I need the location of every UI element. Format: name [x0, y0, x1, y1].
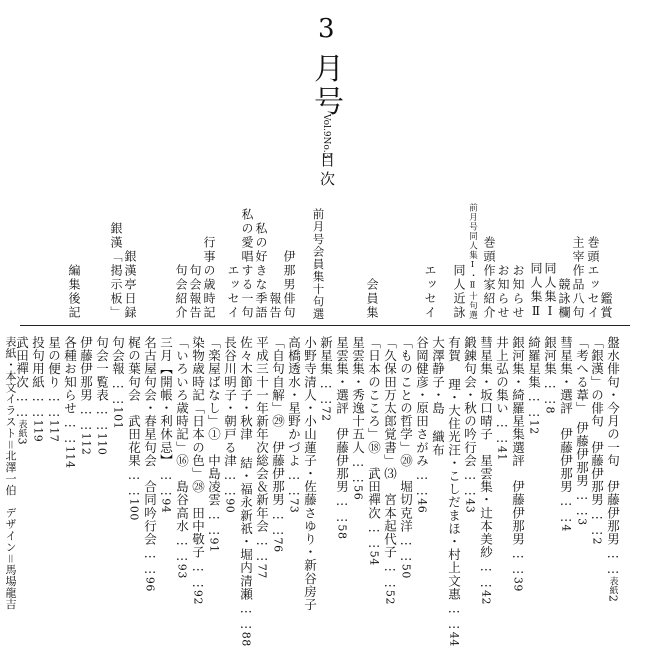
toc-entry[interactable]: [319, 336, 332, 422]
page-number: 58: [335, 524, 349, 540]
page-number: 3: [575, 518, 589, 526]
month-number: 3: [318, 14, 335, 44]
entry-title: 「銀漢」の俳句: [589, 336, 605, 428]
toc-entry[interactable]: [479, 336, 492, 605]
leader-dots: ……: [398, 532, 414, 564]
page-number: 73: [287, 498, 301, 514]
spacer: [575, 408, 590, 421]
entry-author: 島谷高水: [174, 480, 190, 533]
leader-dots: ……: [110, 375, 126, 407]
category-label: 競詠欄: [557, 278, 571, 320]
leader-dots: ……: [94, 401, 110, 433]
toc-entry[interactable]: [431, 336, 444, 456]
leader-dots: ……: [30, 388, 46, 420]
entry-title: 「ものことの哲学」⑳: [398, 336, 414, 467]
toc-entry[interactable]: [335, 336, 348, 540]
toc-entry[interactable]: [511, 336, 524, 592]
entry-title: 彗星集・選評: [558, 336, 574, 415]
category-label: 主宰作品八句: [571, 236, 585, 320]
leader-dots: ……: [158, 467, 174, 499]
entry-title: 綺羅星集: [526, 336, 542, 389]
contents-label: 目次: [318, 152, 336, 190]
entry-title: 「久保田万太郎覚書」⑶: [382, 336, 398, 481]
page-number: 77: [255, 563, 269, 579]
page-number: 112: [79, 432, 93, 456]
entry-title: 句会一覧表: [94, 336, 110, 402]
category-label: お知らせ: [496, 264, 510, 320]
page-number: 93: [175, 563, 189, 579]
leader-dots: ……: [222, 467, 238, 499]
spacer: [399, 467, 414, 480]
category-label: 鑑賞: [599, 292, 613, 320]
toc-entry[interactable]: [223, 336, 236, 513]
page-number: 76: [271, 537, 285, 553]
entry-author: 星雲集・辻本美紗: [478, 453, 494, 559]
entry-title: 投句用紙: [30, 336, 46, 389]
page-prefix: 表紙: [607, 576, 618, 595]
leader-dots: ……: [605, 545, 621, 577]
category-label: 私の好きな季語: [254, 222, 268, 320]
credits-line: 表紙・本文イラスト＝北澤一伯 デザイン＝馬場龍吉: [4, 336, 17, 610]
entry-author: 伊藤伊那男: [334, 427, 350, 494]
spacer: [127, 402, 142, 415]
toc-entry[interactable]: [463, 336, 476, 513]
category-label: 同人集Ⅱ: [529, 262, 543, 320]
toc-entry[interactable]: [367, 336, 380, 566]
page-number: 54: [367, 550, 381, 566]
category-label: 句会紹介: [174, 264, 188, 320]
divider-line: [20, 325, 630, 326]
entry-title: 梶の葉句会: [126, 336, 142, 402]
toc-entry[interactable]: [63, 336, 76, 469]
spacer: [191, 493, 206, 506]
toc-entry[interactable]: [495, 336, 508, 461]
leader-dots: ……: [478, 558, 494, 590]
page-number: 41: [495, 445, 509, 462]
leader-dots: ……: [286, 467, 302, 499]
spacer: [511, 467, 526, 480]
toc-entry[interactable]: [351, 336, 364, 500]
entry-author: 田中敬子: [190, 506, 206, 559]
page-prefix: 表紙: [16, 419, 27, 438]
toc-entry[interactable]: [159, 336, 172, 513]
toc-entry[interactable]: [175, 336, 188, 579]
category-label: 報告: [268, 292, 282, 320]
toc-entry[interactable]: [271, 336, 284, 553]
leader-dots: ……: [318, 375, 334, 407]
leader-dots: ……: [174, 532, 190, 564]
entry-title: 星雲集・秀逸十五人: [350, 336, 366, 454]
spacer: [335, 415, 350, 428]
category-label: 前月号同人集Ⅰ・Ⅱ十句選: [467, 203, 478, 320]
toc-entry[interactable]: [527, 336, 540, 435]
category-label: 句会報告: [188, 264, 202, 320]
page-number: 44: [447, 631, 461, 647]
spacer: [367, 454, 382, 467]
entry-title: 星雲集・選評: [334, 336, 350, 415]
month-char: 月: [314, 52, 344, 87]
entry-title: 盤水俳句・今月の一句: [605, 336, 621, 467]
entry-title: 句会報: [110, 336, 126, 376]
toc-entry[interactable]: [255, 336, 268, 579]
page-number: 119: [31, 419, 45, 443]
entry-title: 銀河集・綺羅星集選評: [510, 336, 526, 467]
entry-title: 長谷川明子・朝戸る津: [222, 336, 238, 467]
entry-title: 新星集: [318, 336, 334, 376]
entry-title: 星の便り: [46, 336, 62, 389]
entry-title: 「考へる葦」: [574, 336, 590, 409]
toc-entry[interactable]: [79, 336, 92, 456]
toc-entry[interactable]: [447, 336, 460, 647]
toc-entry[interactable]: [191, 336, 204, 605]
entry-title: 佐々木節子・秋津 結・福永新祇・堀内清瀬: [238, 336, 254, 601]
entry-title: 井上弘の集い: [494, 336, 510, 415]
page-number: 46: [415, 498, 429, 514]
page-number: 12: [527, 419, 541, 435]
leader-dots: ……: [350, 453, 366, 486]
leader-dots: ……: [494, 414, 510, 446]
category-label: 同人集Ⅰ: [543, 262, 557, 320]
page-number: 2: [606, 594, 620, 603]
page-number: 52: [383, 589, 397, 606]
page-number: 56: [351, 485, 365, 501]
spacer: [559, 415, 574, 428]
toc-entry[interactable]: [239, 336, 252, 647]
page-number: 100: [127, 498, 141, 522]
entry-title: 染物歳時記「日本の色」㉘: [190, 336, 206, 494]
spacer: [175, 467, 190, 480]
spacer: [606, 467, 621, 480]
category-label: 伊那男俳句: [282, 250, 296, 320]
volume-label: Vol.9No.3: [321, 114, 331, 159]
leader-dots: ……: [270, 506, 286, 538]
leader-dots: ……: [334, 493, 350, 525]
category-label: 巻頭作家紹介: [482, 236, 496, 320]
leader-dots: ……: [254, 532, 270, 564]
entry-author: 武田禪次: [366, 467, 382, 520]
toc-entry[interactable]: [575, 336, 588, 526]
entry-author: 宮本起代子: [382, 493, 398, 559]
page-number: 4: [559, 524, 573, 533]
page-number: 50: [399, 563, 413, 579]
page-number: 42: [479, 589, 493, 606]
page-number: 43: [463, 498, 477, 514]
leader-dots: ……: [574, 486, 590, 519]
category-label: 巻頭エッセイ: [586, 236, 600, 320]
category-label: 同人近詠: [452, 264, 466, 320]
entry-title: 武田禪次: [14, 336, 30, 389]
leader-dots: ……: [382, 558, 398, 590]
category-label: 私の愛唱する一句: [240, 208, 254, 320]
entry-title: 有賀 理・大住光汪・こしだまほ・村上文惠: [446, 336, 462, 601]
leader-dots: ……: [589, 506, 605, 538]
entry-author: 伊藤伊那男: [589, 440, 605, 507]
toc-entry[interactable]: [95, 336, 108, 456]
category-label: 会員集: [365, 278, 379, 320]
entry-title: 大澤静子・島 織布: [430, 336, 446, 457]
leader-dots: ……: [366, 519, 382, 551]
page-number: 2: [590, 537, 604, 546]
page-number: 3: [15, 437, 29, 446]
leader-dots: ……: [78, 401, 94, 433]
category-label: お知らせ: [511, 264, 525, 320]
spacer: [383, 480, 398, 493]
toc-entry[interactable]: [207, 336, 220, 553]
page-number: 92: [191, 589, 205, 606]
leader-dots: ……: [142, 545, 158, 577]
page-number: 94: [159, 498, 173, 514]
category-label: エッセイ: [423, 264, 437, 320]
page-number: 91: [207, 537, 221, 553]
leader-dots: ……: [510, 545, 526, 577]
spacer: [207, 441, 222, 454]
leader-dots: ……: [62, 414, 78, 446]
toc-entry[interactable]: [559, 336, 572, 532]
spacer: [143, 467, 158, 480]
issue-title-block: [296, 14, 356, 194]
entry-title: 三月【開帳・利休忌】: [158, 336, 174, 467]
entry-author: 伊藤伊那男: [270, 440, 286, 507]
page-number: 110: [95, 432, 109, 456]
leader-dots: ……: [542, 375, 558, 407]
category-label: 銀漢「掲示板」: [109, 222, 123, 320]
leader-dots: ……: [558, 493, 574, 525]
page-number: 101: [111, 406, 125, 430]
entry-title: 名古屋句会・春星句会: [142, 336, 158, 467]
leader-dots: ……: [414, 467, 430, 499]
spacer: [479, 441, 494, 454]
entry-title: 伊藤伊那男: [78, 336, 94, 402]
entry-author: 堀切克洋: [398, 480, 414, 533]
page-number: 88: [239, 631, 253, 647]
entry-title: 「日本のこころ」⑱: [366, 336, 382, 454]
leader-dots: ……: [46, 388, 62, 420]
toc-entry[interactable]: [143, 336, 156, 592]
leader-dots: ……: [446, 600, 462, 632]
page-number: 96: [143, 576, 157, 593]
leader-dots: ……: [238, 600, 254, 632]
toc-entry[interactable]: [383, 336, 396, 605]
entry-title: 高橋透水・星野かづよ: [286, 336, 302, 467]
leader-dots: ……: [462, 467, 478, 499]
entry-title: 谷岡健彦・原田さがみ: [414, 336, 430, 467]
category-label: 銀漢亭日録: [123, 250, 137, 320]
page-number: 72: [319, 406, 333, 422]
leader-dots: ……: [190, 558, 206, 590]
toc-entry[interactable]: [415, 336, 428, 513]
entry-author: 中島凌雲: [206, 453, 222, 507]
entry-title: 銀河集: [542, 336, 558, 376]
toc-entry[interactable]: [127, 336, 140, 521]
toc-entry[interactable]: [606, 336, 619, 602]
entry-title: 平成三十一年新年次総会＆新年会: [254, 336, 270, 533]
category-label: エッセイ: [226, 264, 240, 320]
entry-title: 「いろいろ歳時記」⑯: [174, 336, 190, 467]
leader-dots: ……: [14, 388, 30, 420]
toc-entry[interactable]: [399, 336, 412, 579]
spacer: [590, 428, 605, 441]
leader-dots: ……: [206, 506, 222, 538]
entry-title: 「自句自解」㉙: [270, 336, 286, 428]
page-number: 114: [63, 445, 77, 469]
entry-author: 合同吟行会: [142, 480, 158, 546]
entry-title: 鍛錬句会・秋の吟行会: [462, 336, 478, 467]
spacer: [271, 428, 286, 441]
entry-author: 伊藤伊那男: [605, 480, 621, 546]
toc-entry[interactable]: [31, 336, 44, 442]
entry-title: 小野寺清人・小山蓮子・佐藤さゆり・新谷房子: [302, 336, 318, 612]
page-number: 39: [511, 576, 525, 593]
toc-entry[interactable]: [590, 336, 603, 545]
page-number: 90: [223, 498, 237, 514]
entry-title: 「楽屋ばなし」①: [206, 336, 222, 441]
entry-author: 伊藤伊那男: [510, 480, 526, 546]
entry-author: 伊藤伊那男: [574, 421, 590, 487]
toc-entry[interactable]: [303, 336, 316, 611]
toc-entry[interactable]: [47, 336, 60, 442]
category-label: 行事の歳時記: [202, 236, 216, 320]
category-label: 編集後記: [67, 264, 81, 320]
toc-entry[interactable]: [543, 336, 556, 414]
entry-author: 伊藤伊那男: [558, 427, 574, 494]
entry-title: 各種お知らせ: [62, 336, 78, 415]
toc-entry[interactable]: [111, 336, 124, 429]
leader-dots: ……: [526, 388, 542, 420]
category-label: 前月号会員集十句選: [311, 207, 326, 320]
page-number: 117: [47, 419, 61, 443]
entry-title: 彗星集・坂口晴子: [478, 336, 494, 441]
toc-entry[interactable]: [287, 336, 300, 513]
page-number: 8: [543, 406, 557, 415]
issue-char: 号: [314, 85, 344, 120]
leader-dots: ……: [126, 467, 142, 499]
entry-author: 武田花果: [126, 414, 142, 468]
